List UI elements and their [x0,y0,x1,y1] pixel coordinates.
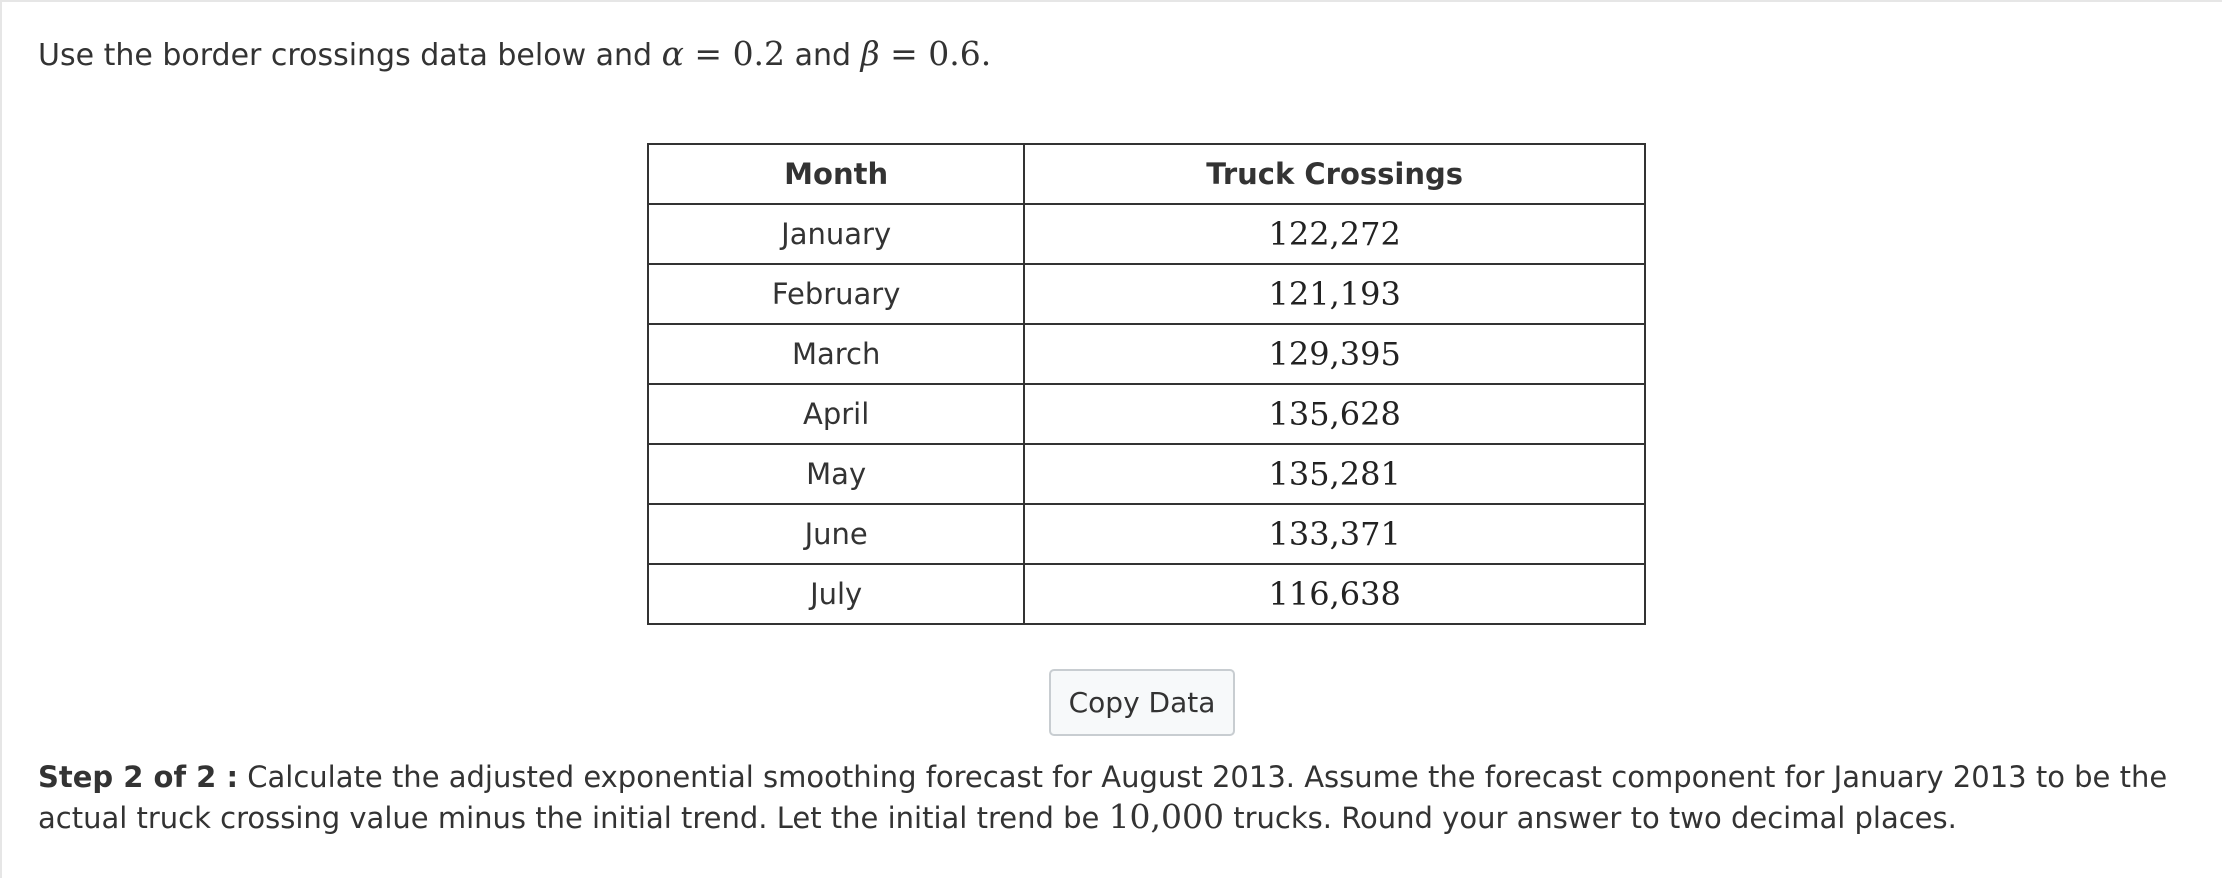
step-text-part-1: Calculate the adjusted exponential smoothing forecast for August 2013. Assume the forecast component for January 2013 to be the actual truck crossing value minus the initial trend. Let the initial trend be [38,760,2168,835]
beta-value: 0.6 [928,34,981,73]
beta-symbol: β [860,34,880,73]
table-row [648,204,1645,264]
table-row [648,564,1645,624]
intro-period: . [980,34,992,73]
table-row [648,264,1645,324]
crossings-cell: 135,628 [1024,384,1645,444]
table-row [648,324,1645,384]
crossings-cell: 133,371 [1024,504,1645,564]
crossings-cell: 116,638 [1024,564,1645,624]
intro-prefix: Use the border crossings data below and [38,38,662,73]
table-header-row [648,144,1645,204]
crossings-cell: 129,395 [1024,324,1645,384]
alpha-equals: = [683,34,733,73]
month-cell: February [648,264,1024,324]
step-instructions [38,757,2198,838]
table-row [648,504,1645,564]
intro-and: and [785,38,861,73]
crossings-cell: 122,272 [1024,204,1645,264]
crossings-cell: 121,193 [1024,264,1645,324]
month-cell: January [648,204,1024,264]
table-row [648,444,1645,504]
month-cell: July [648,564,1024,624]
beta-equals: = [879,34,929,73]
step-label: Step 2 of 2 : [38,760,239,794]
month-cell: April [648,384,1024,444]
copy-data-button[interactable]: Copy Data [1049,669,1235,736]
month-cell: May [648,444,1024,504]
alpha-symbol: α [661,34,684,73]
step-text-part-2: trucks. Round your answer to two decimal places. [1224,801,1957,835]
truck-crossings-column-header: Truck Crossings [1024,144,1645,204]
question-intro [38,32,991,78]
alpha-value: 0.2 [732,34,786,73]
table-row [648,384,1645,444]
month-cell: March [648,324,1024,384]
initial-trend-value: 10,000 [1108,797,1225,836]
border-crossings-table [647,143,1646,625]
crossings-cell: 135,281 [1024,444,1645,504]
month-cell: June [648,504,1024,564]
month-column-header: Month [648,144,1024,204]
